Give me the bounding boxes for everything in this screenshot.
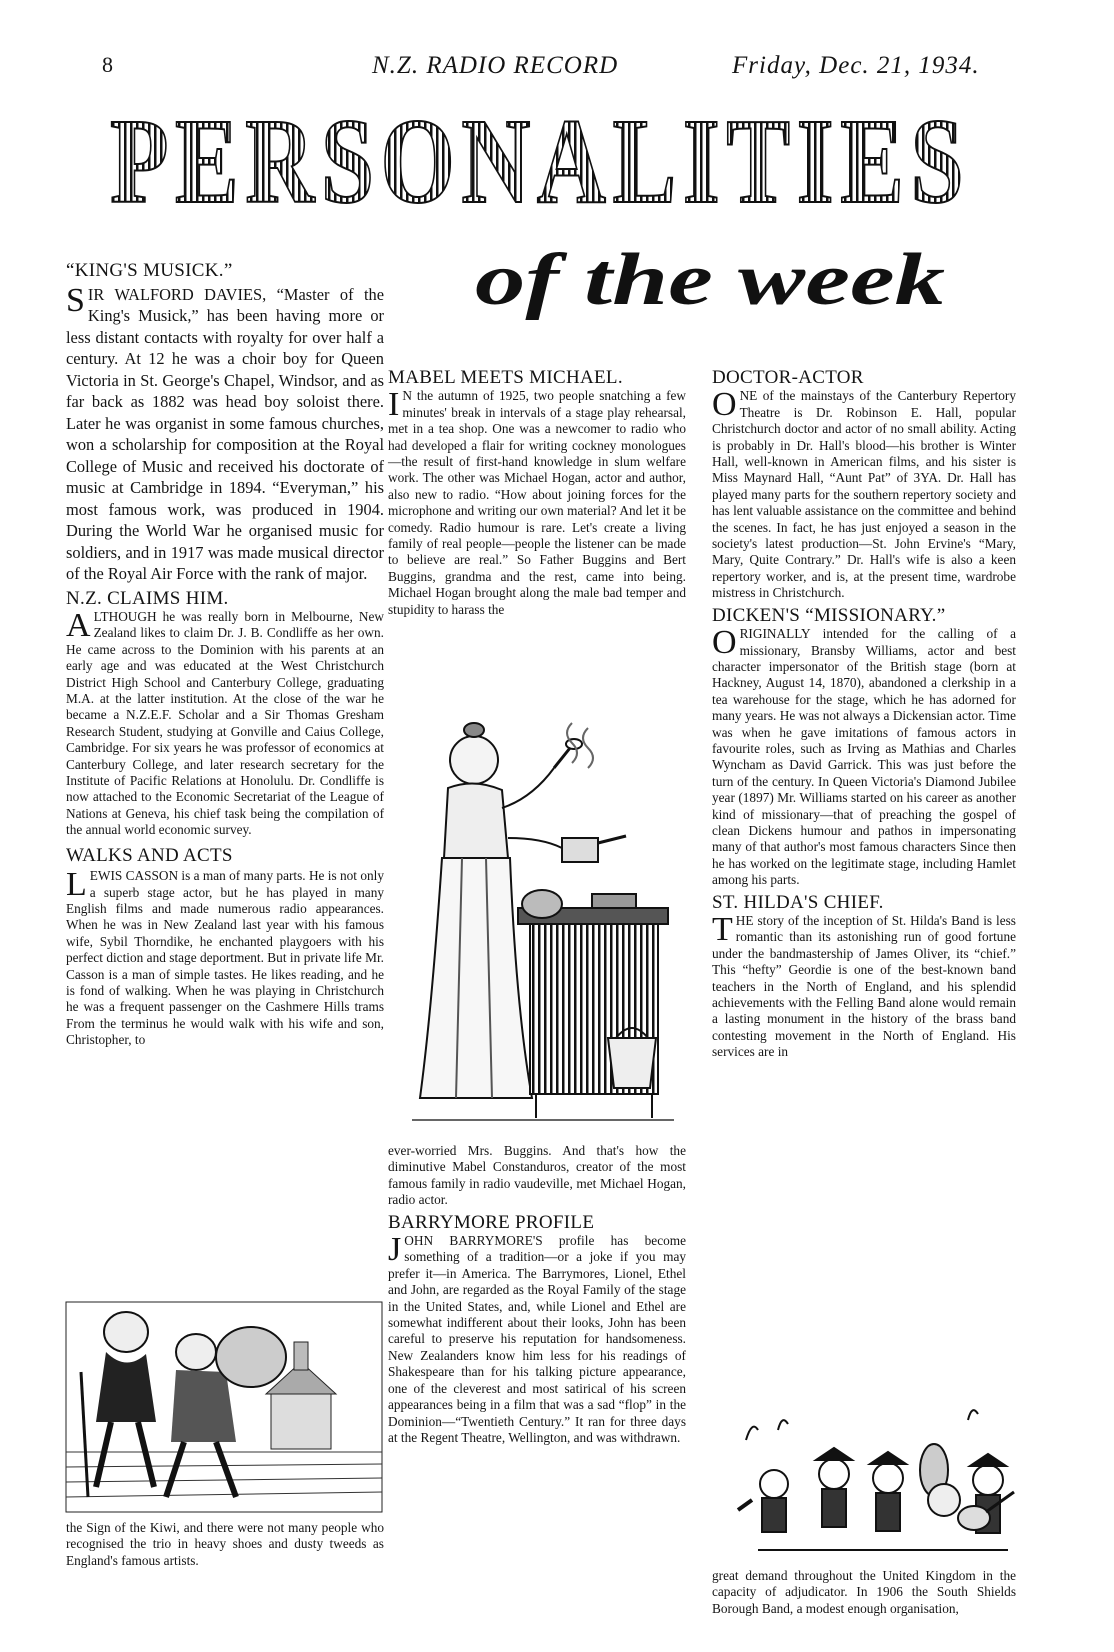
article-heading: ST. HILDA'S CHIEF. (712, 891, 884, 913)
mrs-buggins-illustration (412, 708, 674, 1136)
article-doctor-actor (712, 367, 1016, 602)
article-heading: BARRYMORE PROFILE (388, 1211, 595, 1233)
column-2-after-image (388, 1143, 686, 1446)
article-nz-claims-him (66, 587, 384, 839)
article-body: ORIGINALLY intended for the calling of a missionary, Bransby Williams, actor and best character impersonator of the British stage (born at Hackney, August 14, 1870), abandoned a clerkship in a tea warehouse for the stage, which he has adorned for many years. He was not always a Dickensian actor. Time was when he gave imitations of famous actors in favourite roles, such as Irving as Mathias and Charles Wyncham as David Garrick. This was just before the turn of the century. In Queen Victoria's Diamond Jubilee year (1897) Mr. Williams started on his career as another kind of missionary—that of preaching the gospel of clean Dickens humour and pathos in impersonating many of that author's most famous characters Since then he has worked on the legitimate stage, including Hamlet among his parts. (712, 624, 1016, 888)
drop-cap: O (712, 386, 737, 424)
column-2 (388, 367, 686, 618)
article-body-continued: ever-worried Mrs. Buggins. And that's how the diminutive Mabel Constanduros, creator of the most famous family in radio vaudeville, met Michael Hogan, radio actor. (388, 1143, 686, 1208)
article-heading: MABEL MEETS MICHAEL. (388, 367, 623, 388)
article-heading: DOCTOR-ACTOR (712, 367, 864, 388)
drop-cap: A (66, 606, 91, 644)
article-st-hildas-chief (712, 891, 1016, 1061)
article-body: ONE of the mainstays of the Canterbury Repertory Theatre is Dr. Robinson E. Hall, popular Christchurch doctor and actor of no small ability. Acting is probably in Dr. Hall's blood—his brother is Winter Hall, well-known in American films, and his sister is Miss Maynard Hall, “Aunt Pat” of 3YA. Dr. Hall has played many parts for the southern repertory society and has lent valuable assistance on the committee and behind the scenes. In fact, he has just enjoyed a season in the society's latest production—St. John Ervine's “Mary, Mary, Quite Contrary.” Dr. Hall's wife is also a keen repertory worker, and is, at the present time, wardrobe mistress in Christchurch. (712, 386, 1016, 601)
article-body: SIR WALFORD DAVIES, “Master of the King's Musick,” has been having more or less distant contacts with royalty for over half a century. At 12 he was a choir boy for Queen Victoria in St. George's Chapel, Windsor, and as far back as 1882 was head boy soloist there. Later he was organist in some famous churches, won a scholarship for composition at the Royal College of Music and received his doctorate of music at Cambridge in 1894. “Everyman,” his most famous work, was produced in 1904. During the World War he organised music for soldiers, and in 1917 was made musical director of the Royal Air Force with the rank of major. (66, 281, 384, 583)
drop-cap: T (712, 911, 733, 948)
masthead-title: PERSONALITIES (110, 94, 970, 229)
article-body-continued: great demand throughout the United Kingdom in the capacity of adjudicator. In 1906 the South Shields Borough Band, a modest enough organisation, (712, 1568, 1016, 1616)
page-number: 8 (102, 52, 114, 77)
masthead-subtitle: of the week (475, 239, 945, 321)
article-dickens-missionary (712, 604, 1016, 889)
article-body: ALTHOUGH he was really born in Melbourne, New Zealand likes to claim Dr. J. B. Condliffe as her own. He came across to the Dominion with his parents at an early age and was educated at the West Christchurch District High School and Canterbury College, graduating M.A. at the latter institution. At the close of the war he became a N.Z.E.F. Scholar and a Sir Thomas Gresham Research Student, studying at Gonville and Caius College, Cambridge. For six years he was professor of economics at Canterbury College, and later research secretary for the Institute of Pacific Relations at Honolulu. Dr. Condliffe is now attached to the Economic Secretariat of the League of Nations at Geneva, his chief task being the compilation of the annual world economic survey. (66, 606, 384, 838)
walkers-illustration (66, 1302, 382, 1512)
article-heading: N.Z. CLAIMS HIM. (66, 587, 229, 609)
issue-date: Friday, Dec. 21, 1934. (732, 52, 980, 79)
column-3-tail (712, 1568, 1016, 1617)
article-kings-musick (66, 260, 384, 585)
article-heading: DICKEN'S “MISSIONARY.” (712, 604, 946, 626)
article-heading: WALKS AND ACTS (66, 844, 233, 866)
article-body: I N the autumn of 1925, two people snatching a few minutes' break in intervals of a stage play rehearsal, met in a tea shop. One was a newcomer to radio who had developed a flair for writing cockney monologues—the result of first-hand knowledge in slum welfare work. The other was Michael Hogan, actor and author, also new to radio. “How about joining forces for the microphone and writing our own material? And let it be comedy. Radio humour is rare. Let's create a living family of real people—people the listener can be made to believe are real.” So Father Buggins and Bert Buggins, grandma and the rest, came into being. Michael Hogan brought along the male bad temper and stupidity to harass the (388, 386, 686, 617)
column-3 (712, 367, 1016, 1061)
column-1-tail (66, 1520, 384, 1569)
article-heading: “KING'S MUSICK.” (66, 260, 233, 281)
band-illustration (738, 1400, 1020, 1560)
article-body: THE story of the inception of St. Hilda's Band is less romantic than its astonishing run of good fortune under the bandmastership of James Oliver, its “chief.” This “hefty” Geordie is one of the best-known band teachers in the North of England, and his splendid achievements with the Felling Band alone would remain a lasting monument in the history of the brass band contesting movement in the North of England. His services are in (712, 911, 1016, 1060)
article-walks-and-acts (66, 845, 384, 1049)
drop-cap: S (66, 281, 85, 319)
article-body: JOHN BARRYMORE'S profile has become something of a tradition—or a joke if you may prefer it—in America. The Barrymores, Lionel, Ethel and John, are regarded as the Royal Family of the stage in the United States, and, while Lionel and Ethel are somewhat indifferent about their looks, John has been careful to preserve his reputation for handsomeness. New Zealanders know him less for his readings of Shakespeare than for his talking picture appearance, one of the cleverest and most satirical of his screen appearances being in a film that was a sad “flop” in the Dominion—“Twentieth Century.” It ran for three days at the Regent Theatre, Wellington, and was withdrawn. (388, 1231, 686, 1445)
drop-cap: L (66, 866, 87, 904)
column-1 (66, 260, 384, 1049)
drop-cap: O (712, 624, 737, 662)
article-body: LEWIS CASSON is a man of many parts. He is not only a superb stage actor, but he has played in many English films and made numerous radio appearances. When he was in New Zealand last year with his famous wife, Sybil Thorndike, he enchanted playgoers with his perfect diction and stage deportment. But in private life Mr. Casson is a man of simple tastes. He likes reading, and he is fond of walking. When he was playing in Christchurch he was a frequent passenger on the Cashmere Hills trams From the terminus he would walk with his wife and son, Christopher, to (66, 866, 384, 1048)
drop-cap: I (388, 386, 400, 424)
drop-cap: J (388, 1231, 402, 1269)
publication-title: N.Z. RADIO RECORD (372, 52, 619, 79)
article-body-continued: the Sign of the Kiwi, and there were not many people who recognised the trio in heavy shoes and dusty tweeds as England's famous artists. (66, 1520, 384, 1568)
